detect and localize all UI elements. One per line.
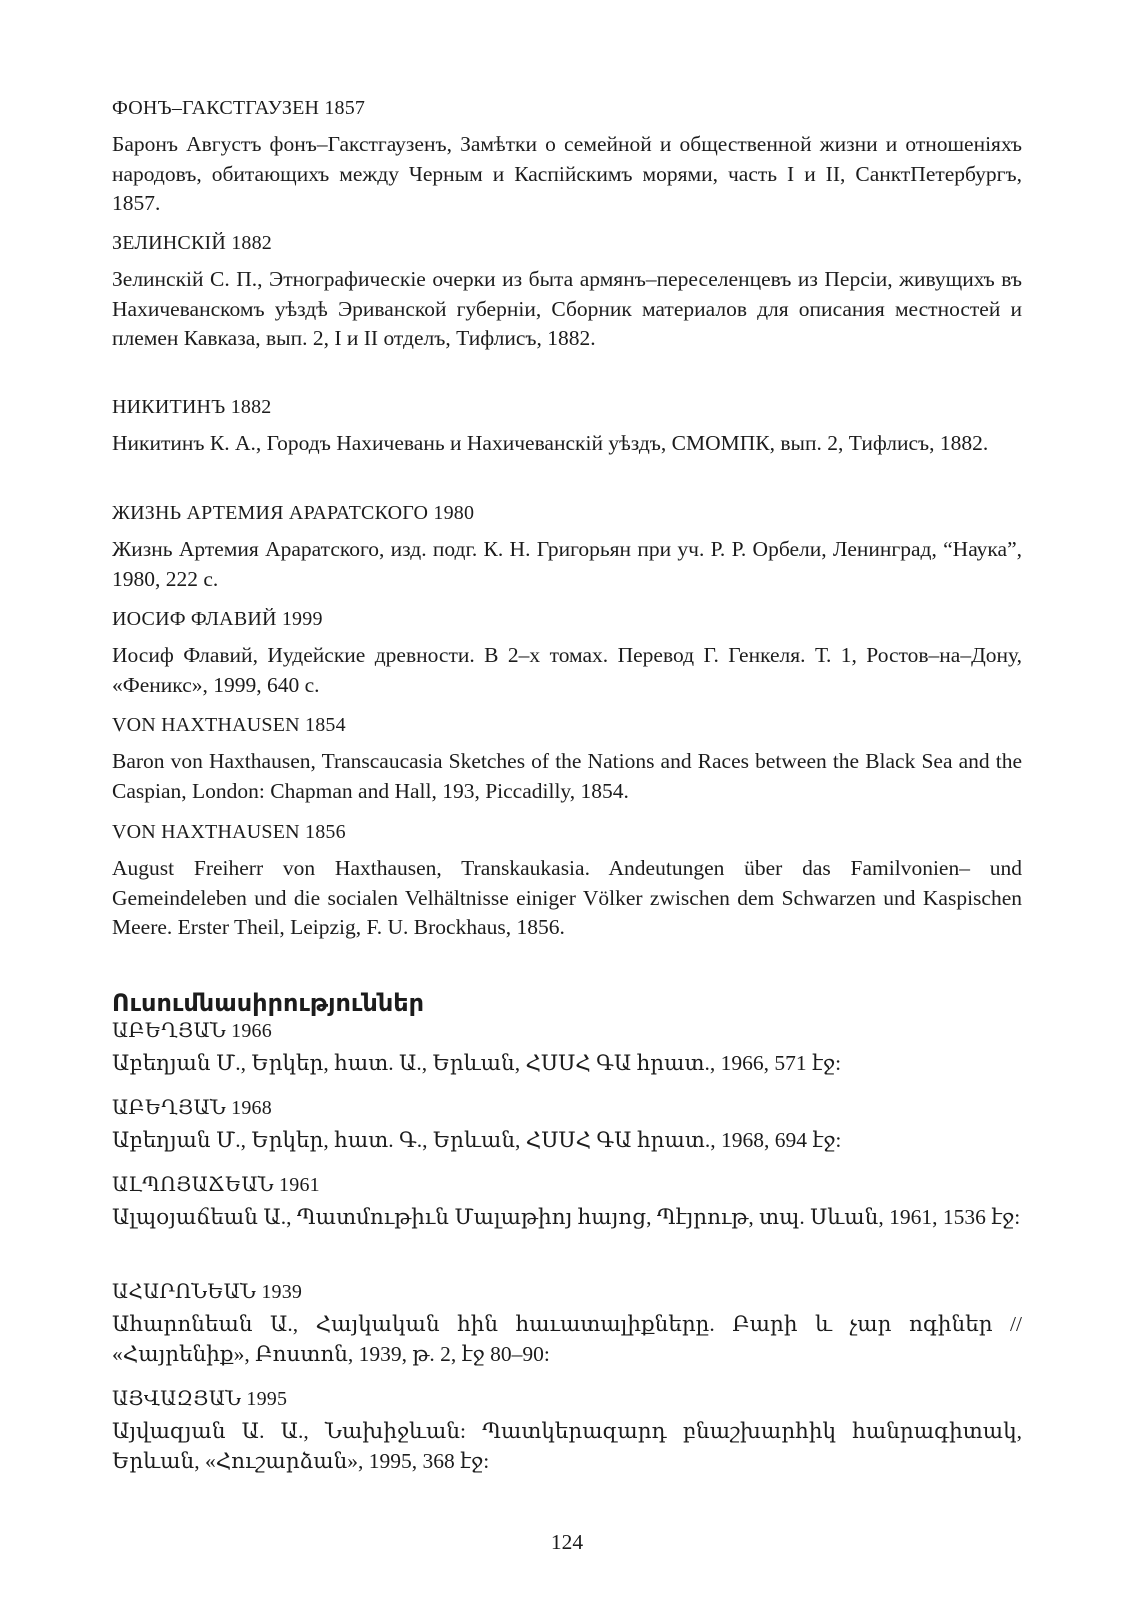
entry-key: ԱՅՎԱԶՅԱՆ 1995 <box>112 1388 288 1410</box>
entry-key: ЖИЗНЬ АРТЕМИЯ АРАРАТСКОГО 1980 <box>112 502 475 524</box>
entry-reference: Зелинскій С. П., Этнографическіе очерки из быта армянъ–переселенцевъ из Персіи, живущихъ въ Нахичеванскомъ уѣздѣ Эриванской губерніи, Сборник материалов для описания местностей и племен Кавказа, вып. 2, I и II отделъ, Тифлисъ, 1882. <box>112 267 1022 350</box>
entry-key: ԱԲԵՂՅԱՆ 1968 <box>112 1097 272 1119</box>
entry-key: ԱԼՊՈՅԱՃԵԱՆ 1961 <box>112 1174 320 1196</box>
entry-key: ԱԲԵՂՅԱՆ 1966 <box>112 1020 272 1042</box>
bibliography-entry <box>112 1385 1022 1476</box>
bibliography-entry <box>112 393 1022 459</box>
entry-key: ЗЕЛИНСКІЙ 1882 <box>112 232 273 254</box>
document-page <box>112 0 1022 1600</box>
bibliography-entry <box>112 499 1022 594</box>
entry-reference: Ալպօյաճեան Ա., Պատմութիւն Մալաթիոյ հայոց, Պէյրութ, տպ. Սևան, 1961, 1536 էջ: <box>112 1205 1021 1229</box>
bibliography-entry <box>112 229 1022 354</box>
entry-key: VON HAXTHAUSEN 1856 <box>112 821 346 843</box>
bibliography-entry <box>112 1278 1022 1369</box>
entry-key: ФОНЪ–ГАКСТГАУЗЕН 1857 <box>112 97 366 119</box>
entry-key: ԱՀԱՐՈՆԵԱՆ 1939 <box>112 1281 303 1303</box>
entry-reference: Աբեղյան Մ., Երկեր, հատ. Ա., Երևան, ՀՍՍՀ ԳԱ հրատ., 1966, 571 էջ: <box>112 1051 842 1075</box>
entry-reference: Жизнь Артемия Араратского, изд. подг. К. Н. Григорьян при уч. Р. Р. Орбели, Ленинград, “Наука”, 1980, 222 с. <box>112 537 1022 591</box>
entry-reference: Ահարոնեան Ա., Հայկական հին հաւատալիքները. Բարի և չար ոգիներ // «Հայրենիք», Բոստոն, 1939, թ. 2, էջ 80–90: <box>112 1312 1022 1366</box>
bibliography-entry <box>112 711 1022 806</box>
entry-reference: Baron von Haxthausen, Transcaucasia Sketches of the Nations and Races between the Black Sea and the Caspian, London: Chapman and Hall, 193, Piccadilly, 1854. <box>112 749 1022 803</box>
page-number: 124 <box>550 1530 584 1554</box>
bibliography-entry <box>112 1094 1022 1156</box>
section-heading: Ուսումնասիրություններ <box>112 990 425 1017</box>
entry-reference: Никитинъ К. А., Городъ Нахичевань и Нахичеванскій уѣздъ, СМОМПК, вып. 2, Тифлисъ, 1882. <box>112 431 989 455</box>
entry-reference: Иосиф Флавий, Иудейские древности. В 2–х томах. Перевод Г. Генкеля. Т. 1, Ростов–на–Дону, «Феникс», 1999, 640 с. <box>112 643 1022 697</box>
entry-key: ИОСИФ ФЛАВИЙ 1999 <box>112 608 323 630</box>
entry-reference: August Freiherr von Haxthausen, Transkaukasia. Andeutungen über das Familvonien– und Gemeindeleben und die socialen Velhältnisse einiger Völker zwischen dem Schwarzen und Kaspischen Meere. Erster Theil, Leipzig, F. U. Brockhaus, 1856. <box>112 856 1022 939</box>
bibliography-entry <box>112 605 1022 700</box>
bibliography-entry <box>112 1171 1022 1233</box>
entry-key: VON HAXTHAUSEN 1854 <box>112 714 346 736</box>
bibliography-entry <box>112 1017 1022 1079</box>
bibliography-entry <box>112 818 1022 943</box>
bibliography-entry <box>112 94 1022 219</box>
entry-reference: Այվազյան Ա. Ա., Նախիջևան: Պատկերազարդ բնաշխարհիկ հանրագիտակ, Երևան, «Հուշարձան», 1995, 368 էջ: <box>112 1419 1022 1473</box>
entry-key: НИКИТИНЪ 1882 <box>112 396 272 418</box>
entry-reference: Աբեղյան Մ., Երկեր, հատ. Գ., Երևան, ՀՍՍՀ ԳԱ հրատ., 1968, 694 էջ: <box>112 1128 842 1152</box>
entry-reference: Баронъ Августъ фонъ–Гакстгаузенъ, Замѣтки о семейной и общественной жизни и отношеніяхъ народовъ, обитающихъ между Черным и Каспійскимъ морями, часть I и II, СанктПетербургъ, 1857. <box>112 132 1022 215</box>
